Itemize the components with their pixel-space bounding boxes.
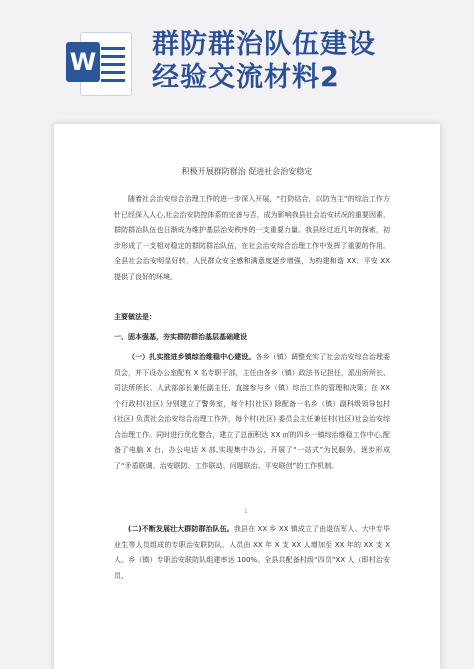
subsection-1-title: （一）扎实推进乡镇综治维稳中心建设。: [128, 353, 256, 361]
document-title: 积极开展群防群治 促进社会治安稳定: [181, 167, 313, 176]
subsection-2-title: (二)不断发展壮大群防群治队伍。: [128, 525, 234, 533]
subsection-2-text: 我县在 XX 乡 XX 镇成立了由退伍军人、大中专毕业生等人员组成的专职治安联防队，人员由 XX 年 X 支 XX 人增加至 XX 年的 XX 支 X 人。乡（镇）专职治安联防队组建率达 100%。全县共配备村级“四员”XX 人（即村治安员、: [114, 525, 390, 580]
intro-text: 随着社会治安综合治理工作的进一步深入开展，“打防结合，以防为主”的综治工作方针已经深入人心,社会治安防控体系的完善与否，成为影响我县社会治安状况的重要因素，群防群治队伍也日渐成为维护基层治安秩序的一支重要力量。我县经过近几年的探索，初步形成了一支相对稳定的群防群治队伍，在社会治安综合治理工作中发挥了重要的作用。全县社会治安明显好转，人民群众安全感和满意度逐步增强，为构建和谐 XX、平安 XX 提供了良好的环境。: [114, 195, 390, 281]
banner-title-line2: 经验交流材料2: [152, 62, 340, 93]
document-page: [54, 124, 440, 669]
word-badge: W: [66, 42, 100, 82]
main-practices-heading: 主要做法是：: [114, 313, 156, 321]
banner-title: [152, 28, 452, 94]
subsection-1-text: 各乡（镇）调整充实了社会治安综合治理委员会，并下设办公室配有 X 名专职干部，主任由各乡（镇）政法书记担任，派出所所长、司法所所长、人武部部长兼任副主任，直接参与乡（镇）综治工作的管理和决策；在 XX 个行政村(社区) 分别建立了警务室，每个村(社区) 除配备一名乡（镇）副科级领导包村(社区) 负责社会治安综合治理工作外，每个村(社区) 委员会主任兼任村(社区)社会治安综合治理工作。同时进行优化整合，建立了总面积达 XX ㎡的四乡一镇综治维稳工作中心,配备了电脑 X 台，办公电话 X 部,实现集中办公，开展了“一站式”为民服务，逐步形成了“矛盾联调、治安联防、工作联动、问题联治、平安联创”的工作机制。: [114, 353, 390, 470]
page-number: 1: [244, 508, 248, 515]
banner-title-line1: 群防群治队伍建设: [152, 29, 376, 60]
subsection-2: [114, 522, 390, 602]
subsection-1: [114, 350, 390, 502]
word-document-icon: [62, 28, 134, 100]
section-1-heading: 一、固本强基，夯实群防群治基层基础建设: [114, 333, 247, 341]
header-banner: [0, 0, 474, 118]
intro-paragraph: [114, 192, 390, 285]
